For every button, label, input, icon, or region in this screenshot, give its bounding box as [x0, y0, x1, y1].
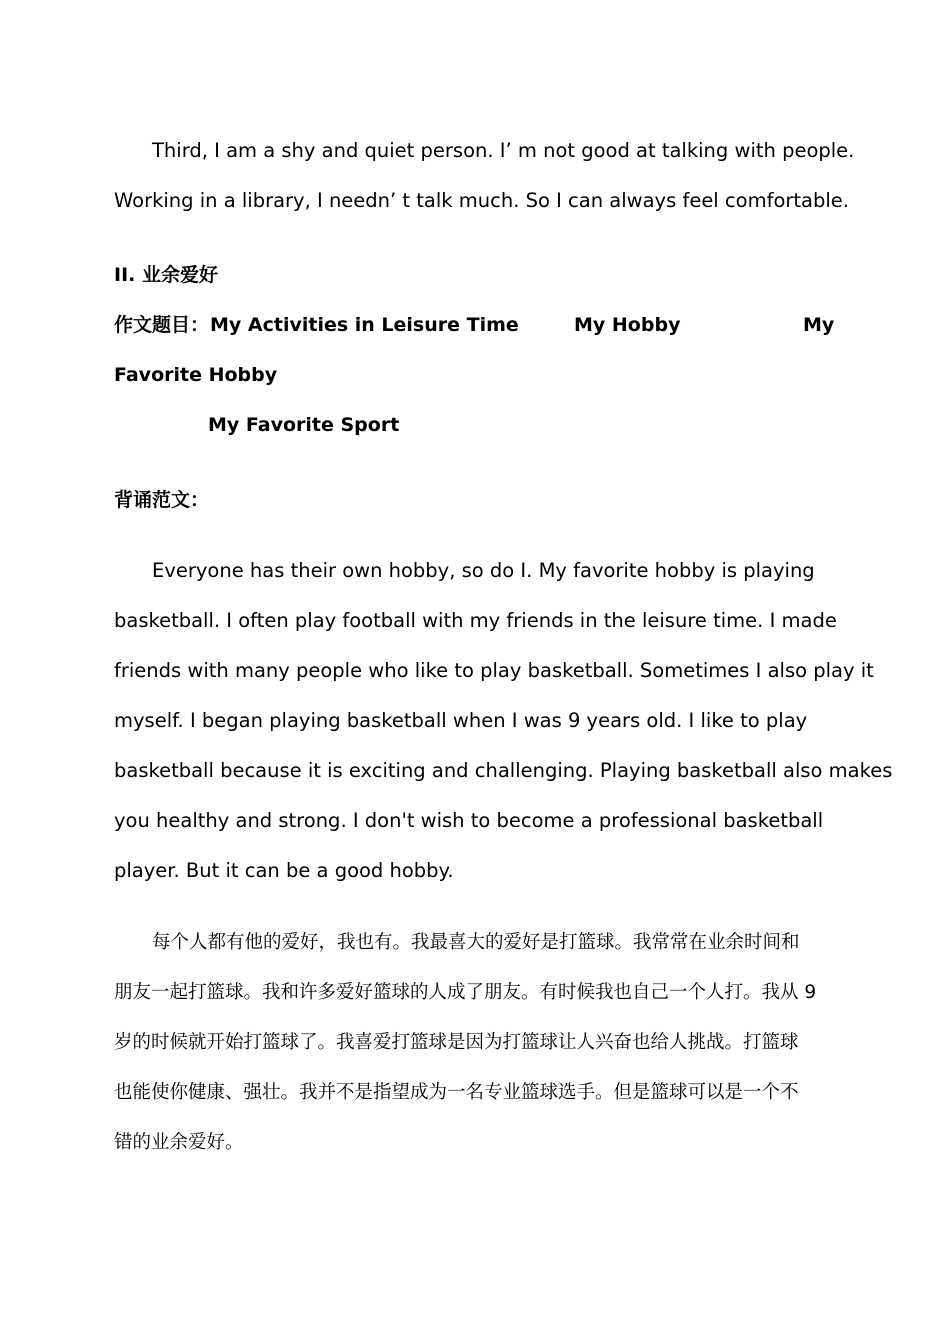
topic-item-4: My Favorite Sport — [208, 414, 400, 436]
essay-en-line-3: friends with many people who like to play basketball. Sometimes I also play it — [114, 659, 874, 682]
topic-item-1: My Activities in Leisure Time — [210, 314, 519, 336]
essay-zh-line-1: 每个人都有他的爱好，我也有。我最喜大的爱好是打篮球。我常常在业余时间和 — [152, 932, 800, 953]
essay-en-line-5: basketball because it is exciting and challenging. Playing basketball also makes — [114, 759, 893, 782]
topic-item-3-part2: Favorite Hobby — [114, 364, 278, 386]
essay-en-line-2: basketball. I often play football with my friends in the leisure time. I made — [114, 609, 837, 632]
essay-en-line-6: you healthy and strong. I don't wish to become a professional basketball — [114, 809, 824, 832]
essay-zh-line-2: 朋友一起打篮球。我和许多爱好篮球的人成了朋友。有时候我也自己一个人打。我从 9 — [114, 982, 817, 1003]
essay-zh-line-4: 也能使你健康、强壮。我并不是指望成为一名专业篮球选手。但是篮球可以是一个不 — [114, 1082, 799, 1103]
topic-item-3-part1: My — [803, 314, 835, 336]
essay-zh-line-5: 错的业余爱好。 — [114, 1132, 244, 1153]
topic-item-2: My Hobby — [574, 314, 681, 336]
intro-line-2: Working in a library, I needn’ t talk much. So I can always feel comfortable. — [114, 189, 849, 212]
topics-label: 作文题目： — [114, 314, 210, 336]
essay-en-line-4: myself. I began playing basketball when I was 9 years old. I like to play — [114, 709, 808, 732]
intro-line-1: Third, I am a shy and quiet person. I’ m not good at talking with people. — [152, 139, 855, 162]
essay-en-line-1: Everyone has their own hobby, so do I. My favorite hobby is playing — [152, 559, 815, 582]
section-heading: II. 业余爱好 — [114, 264, 218, 286]
essay-en-line-7: player. But it can be a good hobby. — [114, 859, 454, 882]
recite-label: 背诵范文： — [114, 489, 210, 511]
essay-zh-line-3: 岁的时候就开始打篮球了。我喜爱打篮球是因为打篮球让人兴奋也给人挑战。打篮球 — [114, 1032, 799, 1053]
